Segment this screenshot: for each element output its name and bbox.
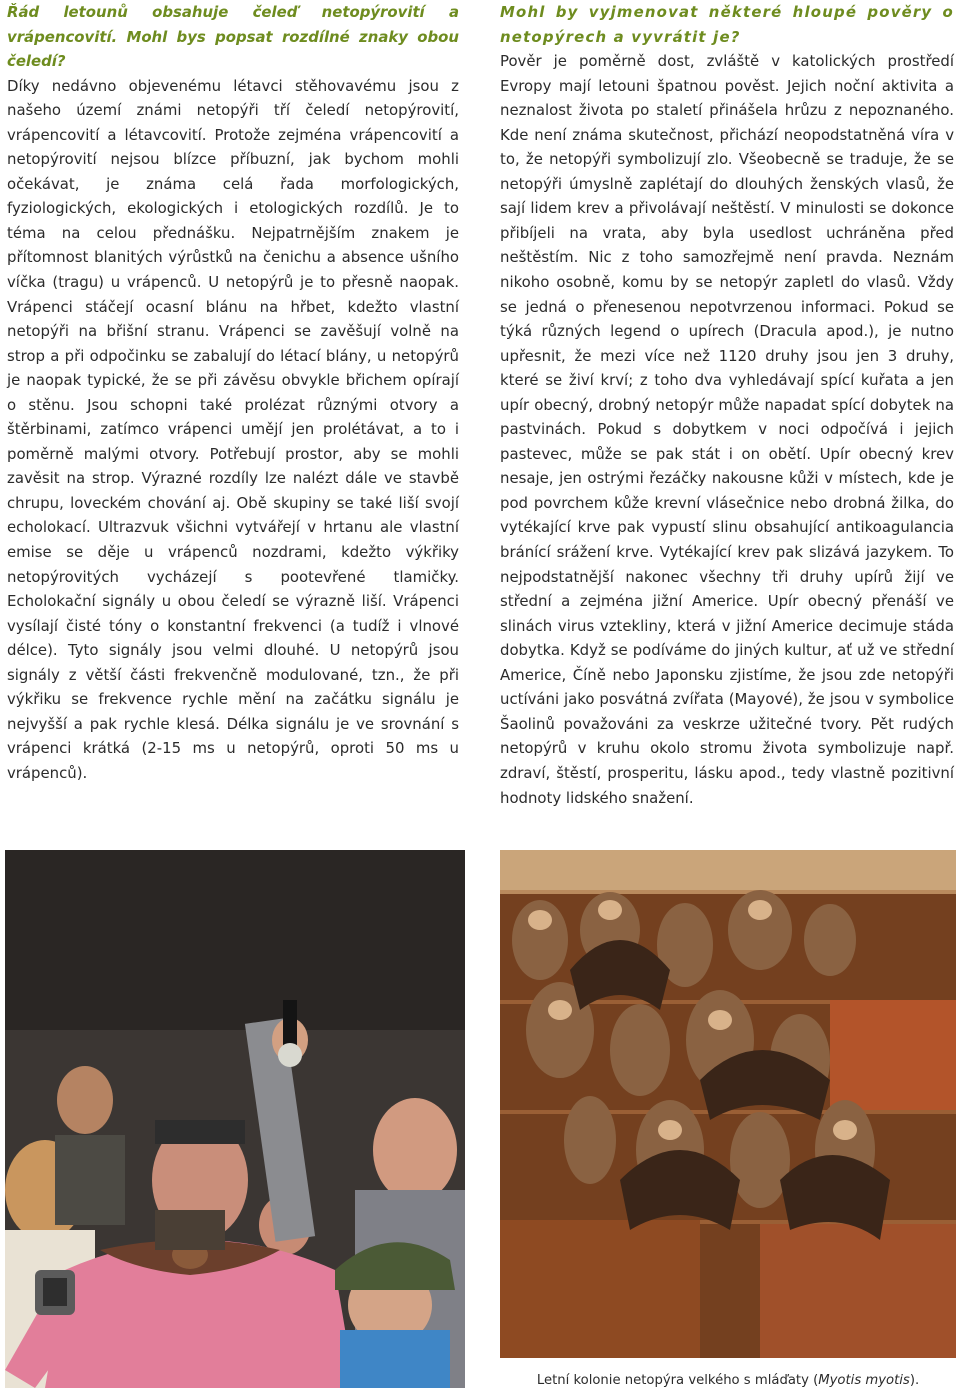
caption-prefix: Letní kolonie netopýra velkého s mláďaty ( [536,1373,819,1388]
people-with-bat-illustration [5,850,465,1388]
caption-suffix: ). [909,1373,920,1388]
bat-colony-photo [500,850,956,1358]
right-text [500,0,954,810]
right-body: Pověr je poměrně dost, zvláště v katolických prostředí Evropy mají letouni špatnou pověst. Jejich noční aktivita a neznalost života po staletí přinášela hrůzu z nepoznaného. Kde není známa skutečnost, přichází neopodstatněná víra v to, že netopýři symbolizují zlo. Všeobecně se traduje, že se netopýři úmyslně zaplétají do dlouhých ženských vlasů, že sají lidem krev a přivolávají neštěstí. V minulosti se dokonce přibíjeli na vrata, aby byla usedlost uchráněna před neštěstím. Nic z toho samozřejmě není pravda. Neznám nikoho osobně, komu by se netopýr zapletl do vlasů. Vždy se jedná o přenesenou nepotvrzenou informaci. Pokud se týká různých legend o upírech (Dracula apod.), je nutno upřesnit, že mezi více než 1120 druhy jsou jen 3 druhy, které se živí krví; z toho dva vyhledávají spící kuřata a jen upír obecný, drobný netopýr může napadat spící dobytek na pastvinách. Pokud s dobytkem v noci odpočívá i jejich pastevec, může se pak stát i on obětí. Upír obecný krev nesaje, jen ostrými řezáčky nakousne kůži v místech, kde je pod povrchem kůže krevní vlásečnice nebo drobná žilka, do vytékající krve pak vypustí slinu obsahující antikoagulancia bránící srážení krve. Vytékající krev pak slizává jazykem. To nejpodstatnější nakonec všechny tři druhy upírů žijí ve střední a zejména jižní Americe. Upír obecný přenáší ve slinách virus vztekliny, která v jižní Americe decimuje stáda dobytka. Když se podíváme do jiných kultur, ať už ve střední Americe, Číně nebo Japonsku zjistíme, že jsou zde netopýři uctíváni jako posvátná zvířata (Mayové), že jsou v symbolice Šaolinů považováni za veskrze užitečné tvory. Pět rudých netopýrů v kruhu okolo stromu života symbolizuje např. zdraví, štěstí, prosperitu, lásku apod., tedy vlastně pozitivní hodnoty lidského snažení. [500,52,954,807]
right-column [500,0,954,810]
bat-colony-illustration [500,850,956,1358]
photo-caption [500,1373,956,1388]
left-body: Díky nedávno objevenému létavci stěhovavému jsou z našeho území známi netopýři tří čeledí netopýrovití, vrápencovití a létavcovití. Protože zejména vrápencovití a netopýrovití nejsou blízce příbuzní, jak bychom mohli očekávat, je známa celá řada morfologických, fyziologických, ekologických i etologických rozdílů. Je to téma na celou přednášku. Nejpatrnějším znakem je přítomnost blanitých výrůstků na čenichu a absence ušního víčka (tragu) u vrápenců. U netopýrů je to přesně naopak. Vrápenci stáčejí ocasní blánu na hřbet, kdežto vlastní netopýři na břišní stranu. Vrápenci se zavěšují volně na strop a při odpočinku se zabalují do létací blány, u netopýrů je naopak typické, že se při závěsu obvykle břichem opírají o stěnu. Jsou schopni také prolézat různými otvory a štěrbinami, zatímco vrápenci umějí jen prolétávat, a to i poměrně malými otvory. Potřebují prostor, aby se mohli zavěsit na strop. Výrazné rozdíly lze nalézt dále ve stavbě chrupu, loveckém chování aj. Obě skupiny se také liší svojí echolokací. Ultrazvuk všichni vytvářejí v hrtanu ale vlastní emise se děje u vrápenců nozdrami, kdežto výkřiky netopýrovitých vycházejí s pootevřené tlamičky. Echolokační signály u obou čeledí se výrazně liší. Vrápenci vysílají čisté tóny o konstantní frekvenci (a tudíž i vlnové délce). Tyto signály jsou velmi dlouhé. U netopýrů jsou signály z větší části frekvenčně modulované, tzn., že při výkřiku se frekvence rychle mění na začátku signálu je nejvyšší a pak rychle klesá. Délka signálu je ve srovnání s vrápenci krátká (2-15 ms u netopýrů, oproti 50 ms u vrápenců). [7,76,459,782]
right-heading: Mohl by vyjmenovat některé hloupé pověry o netopýrech a vyvrátit je? [500,3,954,46]
left-column [7,0,459,786]
people-with-bat-photo [5,850,465,1388]
left-heading: Řád letounů obsahuje čeleď netopýrovití a vrápencovití. Mohl bys popsat rozdílné znaky obou čeledí? [7,3,459,71]
left-text [7,0,459,786]
caption-species: Myotis myotis [818,1373,910,1388]
